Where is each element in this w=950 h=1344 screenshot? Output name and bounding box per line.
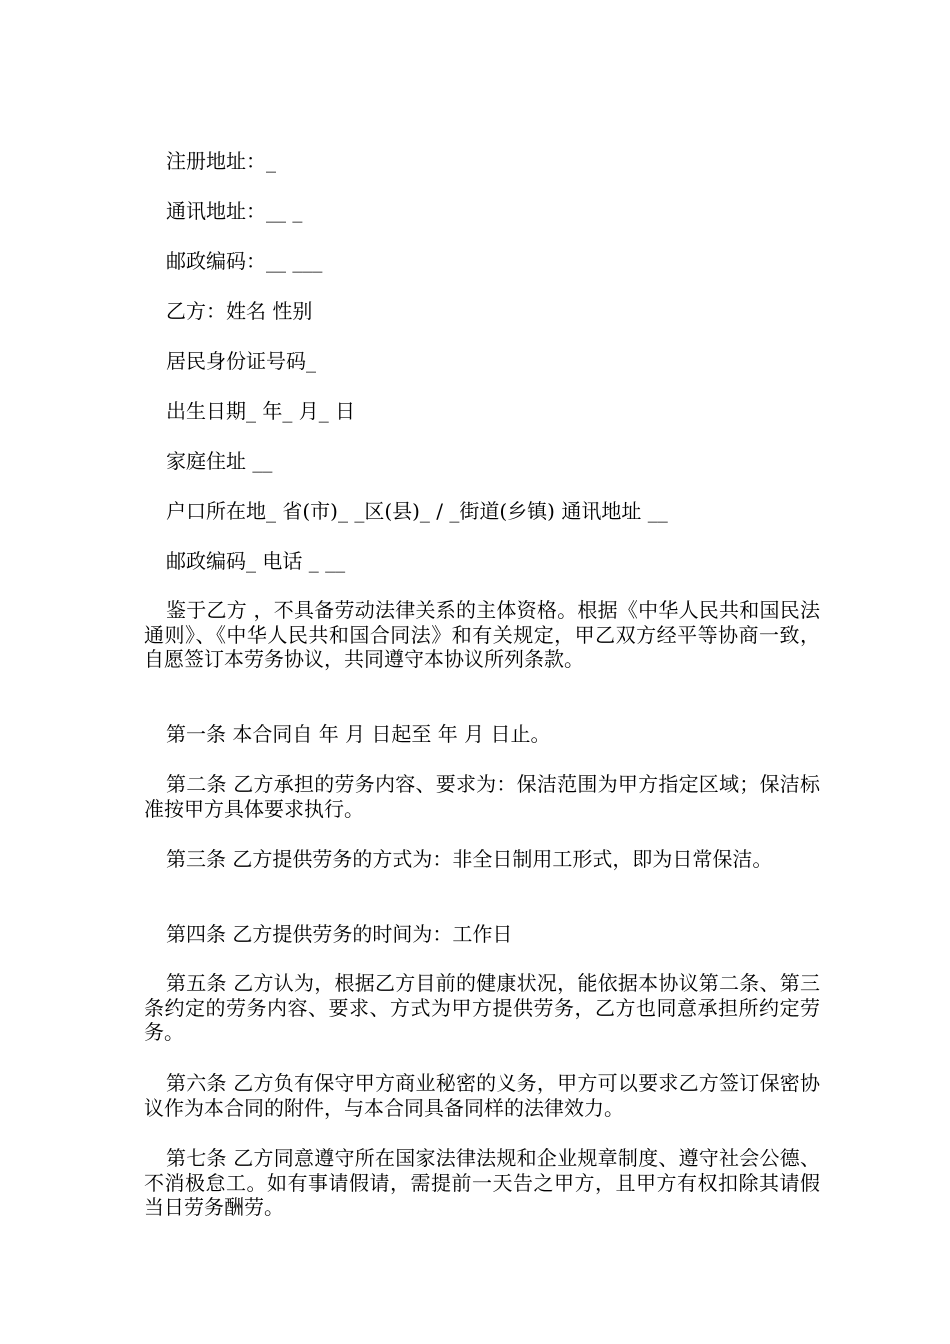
home-address-line: 家庭住址 __ bbox=[166, 449, 273, 473]
article-6-paragraph: 第六条 乙方负有保守甲方商业秘密的义务，甲方可以要求乙方签订保密协议作为本合同的附件，与本合同具备同样的法律效力。 bbox=[144, 1071, 820, 1120]
correspondence-address-line: 通讯地址：__ _ bbox=[166, 199, 303, 223]
article-2-paragraph: 第二条 乙方承担的劳务内容、要求为：保洁范围为甲方指定区域；保洁标准按甲方具体要求执行。 bbox=[144, 772, 820, 821]
preamble-paragraph: 鉴于乙方 ，不具备劳动法律关系的主体资格。根据《中华人民共和国民法通则》、《中华人民共和国合同法》和有关规定，甲乙双方经平等协商一致，自愿签订本劳务协议，共同遵守本协议所列条款。 bbox=[144, 598, 820, 671]
article-3-paragraph: 第三条 乙方提供劳务的方式为：非全日制用工形式，即为日常保洁。 bbox=[166, 847, 773, 871]
registered-address-line: 注册地址：_ bbox=[166, 149, 276, 173]
household-registration-line: 户口所在地_ 省(市)_ _区(县)_ / _街道(乡镇) 通讯地址 __ bbox=[166, 499, 668, 523]
id-number-line: 居民身份证号码_ bbox=[166, 349, 316, 373]
postal-code-line: 邮政编码：__ ___ bbox=[166, 249, 323, 273]
article-1-paragraph: 第一条 本合同自 年 月 日起至 年 月 日止。 bbox=[166, 722, 551, 746]
birth-date-line: 出生日期_ 年_ 月_ 日 bbox=[166, 399, 356, 423]
article-5-paragraph: 第五条 乙方认为，根据乙方目前的健康状况，能依据本协议第二条、第三条约定的劳务内容、要求、方式为甲方提供劳务，乙方也同意承担所约定劳务。 bbox=[144, 971, 820, 1044]
article-7-paragraph: 第七条 乙方同意遵守所在国家法律法规和企业规章制度、遵守社会公德、不消极怠工。如有事请假请，需提前一天告之甲方，且甲方有权扣除其请假当日劳务酬劳。 bbox=[144, 1146, 820, 1219]
article-4-paragraph: 第四条 乙方提供劳务的时间为：工作日 bbox=[166, 922, 513, 946]
party-b-name-gender-line: 乙方：姓名 性别 bbox=[166, 299, 313, 323]
postal-code-phone-line: 邮政编码_ 电话 _ __ bbox=[166, 549, 346, 573]
